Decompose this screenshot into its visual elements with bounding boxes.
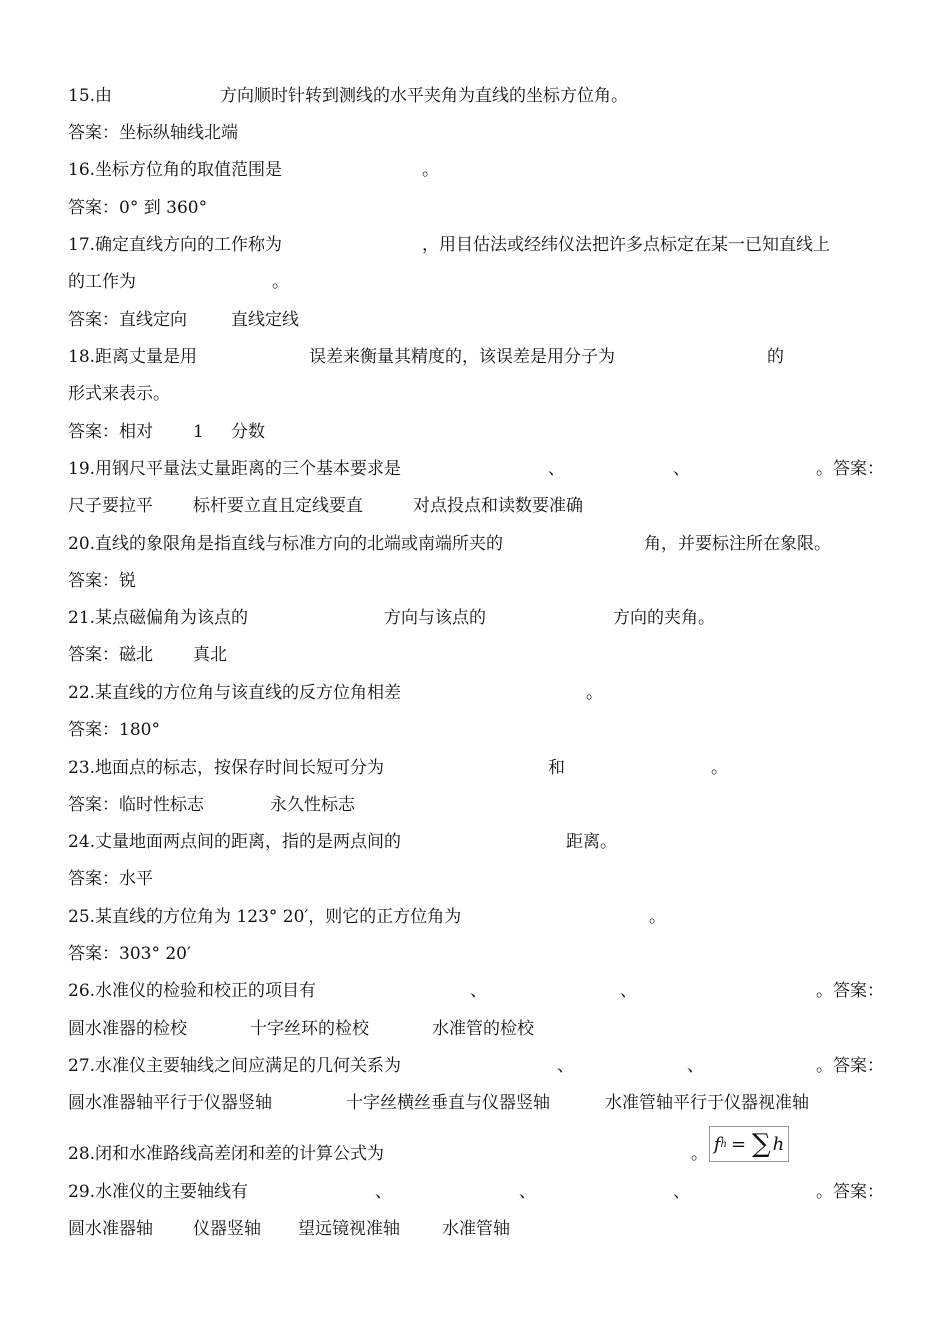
text-segment: 十字丝横丝垂直与仪器竖轴 xyxy=(346,1093,550,1113)
text-segment: 仪器竖轴 xyxy=(193,1219,261,1239)
formula-equals: = xyxy=(730,1133,747,1155)
text-segment: 20.直线的象限角是指直线与标准方向的北端或南端所夹的 xyxy=(68,534,504,554)
text-segment: 27.水准仪主要轴线之间应满足的几何关系为 xyxy=(68,1056,402,1076)
text-segment: 误差来衡量其精度的，该误差是用分子为 xyxy=(309,347,615,367)
text-segment: 标杆要立直且定线要直 xyxy=(193,496,363,516)
text-segment: 。 xyxy=(422,160,439,180)
text-segment: 29.水准仪的主要轴线有 xyxy=(68,1182,249,1202)
text-segment: 。 xyxy=(272,272,289,292)
text-segment: 直线定线 xyxy=(231,310,299,330)
text-segment: 。 xyxy=(649,907,666,927)
formula-h: h xyxy=(772,1133,785,1155)
text-segment: 答案：直线定向 xyxy=(68,310,187,330)
text-segment: 19.用钢尺平量法丈量距离的三个基本要求是 xyxy=(68,459,402,479)
text-segment: 15.由 xyxy=(68,86,113,106)
text-segment: 分数 xyxy=(231,422,265,442)
text-segment: 角，并要标注所在象限。 xyxy=(644,534,831,554)
text-segment: 26.水准仪的检验和校正的项目有 xyxy=(68,981,317,1001)
text-segment: 、 xyxy=(620,981,637,1001)
text-segment: 。答案： xyxy=(816,981,884,1001)
text-segment: 、 xyxy=(375,1182,392,1202)
text-segment: 16.坐标方位角的取值范围是 xyxy=(68,160,283,180)
text-segment: 答案：临时性标志 xyxy=(68,795,204,815)
text-segment: 24.丈量地面两点间的距离，指的是两点间的 xyxy=(68,832,402,852)
text-segment: 圆水准器轴 xyxy=(68,1219,153,1239)
text-segment: 圆水准器的检校 xyxy=(68,1019,187,1039)
text-segment: 水准管的检校 xyxy=(432,1019,534,1039)
text-segment: 水准管轴平行于仪器视准轴 xyxy=(605,1093,809,1113)
text-segment: 答案：磁北 xyxy=(68,645,153,665)
text-segment: 。答案： xyxy=(816,1182,884,1202)
text-segment: 21.某点磁偏角为该点的 xyxy=(68,608,249,628)
text-segment: 十字丝环的检校 xyxy=(250,1019,369,1039)
text-segment: 、 xyxy=(548,459,565,479)
text-segment: 圆水准器轴平行于仪器竖轴 xyxy=(68,1093,272,1113)
text-segment: 答案：坐标纵轴线北端 xyxy=(68,123,238,143)
text-segment: 23.地面点的标志，按保存时间长短可分为 xyxy=(68,758,385,778)
text-segment: 答案：相对 xyxy=(68,422,153,442)
text-segment: 永久性标志 xyxy=(270,795,355,815)
text-segment: 望远镜视准轴 xyxy=(298,1219,400,1239)
text-segment: 真北 xyxy=(193,645,227,665)
text-segment: 25.某直线的方位角为 123° 20′，则它的正方位角为 xyxy=(68,907,462,927)
text-segment: 、 xyxy=(470,981,487,1001)
text-segment: 18.距离丈量是用 xyxy=(68,347,198,367)
text-segment: 方向与该点的 xyxy=(384,608,486,628)
text-segment: 。 xyxy=(691,1144,708,1164)
text-segment: 答案：180° xyxy=(68,720,160,740)
text-segment: 。 xyxy=(586,683,603,703)
formula-sigma: ∑ xyxy=(752,1129,771,1159)
text-segment: 形式来表示。 xyxy=(68,384,170,404)
text-segment: 。答案： xyxy=(816,1056,884,1076)
text-segment: 水准管轴 xyxy=(442,1219,510,1239)
text-segment: 方向的夹角。 xyxy=(613,608,715,628)
text-segment: 方向顺时针转到测线的水平夹角为直线的坐标方位角。 xyxy=(220,86,628,106)
text-segment: 的工作为 xyxy=(68,272,136,292)
text-segment: 。 xyxy=(711,758,728,778)
text-segment: 1 xyxy=(193,422,204,442)
text-segment: 、 xyxy=(687,1056,704,1076)
formula-f: f xyxy=(713,1133,721,1155)
text-segment: 。答案： xyxy=(816,459,884,479)
text-segment: 的 xyxy=(767,347,784,367)
text-segment: 、 xyxy=(673,1182,690,1202)
text-segment: 答案：303° 20′ xyxy=(68,944,191,964)
text-segment: 28.闭和水准路线高差闭和差的计算公式为 xyxy=(68,1144,385,1164)
text-segment: 、 xyxy=(519,1182,536,1202)
text-segment: 答案：锐 xyxy=(68,571,136,591)
text-segment: 、 xyxy=(673,459,690,479)
formula-sub: h xyxy=(720,1138,727,1150)
text-segment: 答案：0° 到 360° xyxy=(68,198,208,218)
text-segment: 和 xyxy=(548,758,565,778)
text-segment: 17.确定直线方向的工作称为 xyxy=(68,235,283,255)
text-segment: ，用目估法或经纬仪法把许多点标定在某一已知直线上 xyxy=(422,235,830,255)
text-segment: 答案：水平 xyxy=(68,869,153,889)
text-segment: 距离。 xyxy=(566,832,617,852)
text-segment: 、 xyxy=(557,1056,574,1076)
text-segment: 对点投点和读数要准确 xyxy=(413,496,583,516)
text-segment: 尺子要拉平 xyxy=(68,496,153,516)
formula-image xyxy=(709,1126,789,1162)
text-segment: 22.某直线的方位角与该直线的反方位角相差 xyxy=(68,683,402,703)
